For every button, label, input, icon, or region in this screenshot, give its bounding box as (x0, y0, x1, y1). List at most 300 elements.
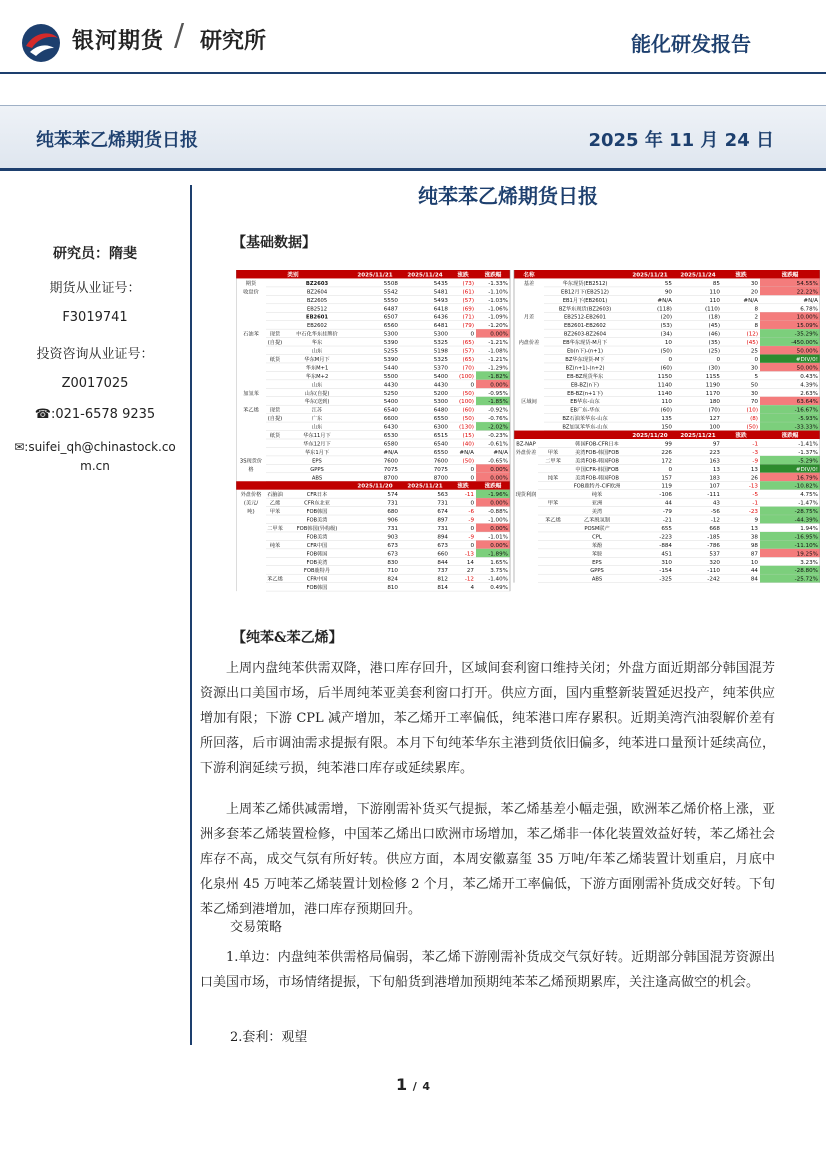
phone-contact: ☎:021-6578 9235 (34, 407, 156, 422)
table-value-curr: 180 (709, 399, 720, 406)
table-pct-change: -1.03% (488, 297, 508, 304)
table-value-prev: 6487 (383, 306, 398, 313)
table-header-label: 涨跌 (457, 483, 469, 490)
table-value-curr: (70) (708, 407, 720, 414)
table-value-curr: 6515 (433, 433, 448, 439)
basic-data-table (236, 270, 820, 608)
table-row-name: 华东12月下 (303, 441, 331, 448)
table-value-prev: 451 (661, 551, 672, 558)
table-row-name: BZ石油苯华东-山东 (562, 416, 608, 423)
table-row-name: EB华东现货-M月下 (562, 340, 608, 347)
table-pct-change: 10.00% (796, 314, 818, 321)
table-change: 0 (470, 466, 474, 473)
table-change: 0 (470, 542, 474, 549)
table-change: (45) (746, 340, 758, 347)
table-pct-change: 0.49% (490, 585, 508, 592)
table-change: -9 (752, 458, 758, 465)
table-row-name: EPS (312, 458, 322, 465)
paragraph-styrene: 上周苯乙烯供减需增，下游刚需补货买气提振，苯乙烯基差小幅走强，欧洲苯乙烯价格上涨，亚洲多套苯乙烯装置检修，中国苯乙烯出口欧洲市场增加，苯乙烯非一体化装置效益好转，苯乙烯社会库存不高，成交气氛有所好转。供应方面，本周安徽嘉玺 35 万吨/年苯乙烯装置计划重启，月底中化泉州 45 万吨苯乙烯装置计划检修 2 个月，苯乙烯开工率偏低，下游方面刚需补货成交好转。下旬苯乙烯到港增加，港口库存预期回升。 (200, 802, 775, 917)
table-pct-change: -0.92% (488, 407, 508, 414)
table-change: 20 (750, 289, 758, 296)
table-value-prev: (60) (660, 407, 672, 414)
table-pct-change: 4.75% (800, 492, 818, 499)
company-name: 银河期货 (72, 29, 165, 54)
table-change: (73) (462, 280, 474, 287)
table-group-label: 月差 (523, 314, 535, 321)
page-total: 4 (422, 1080, 430, 1093)
table-pct-change: 50.00% (796, 365, 818, 372)
advisory-label: 投资咨询从业证号： (36, 347, 154, 362)
table-row-name: 亚洲 (591, 500, 603, 507)
table-group-label: 区域间 (521, 399, 537, 406)
table-row-name: 美湾FOB-韩国FOB (575, 475, 619, 482)
table-row-name: BZ2605 (306, 297, 328, 304)
table-value-prev: (60) (660, 365, 672, 372)
table-pct-change: 54.55% (796, 280, 818, 287)
table-row-name: FOB美湾 (306, 559, 328, 566)
table-row-name: 纯苯 (591, 492, 603, 499)
table-value-curr: 5481 (433, 289, 448, 296)
table-value-curr: 5200 (433, 390, 448, 397)
table-value-curr: 731 (437, 500, 448, 507)
table-row-name: 广东 (311, 416, 323, 423)
table-value-prev: 5250 (383, 390, 398, 397)
table-value-prev: (53) (660, 323, 672, 330)
table-value-prev: 55 (664, 280, 672, 287)
table-value-prev: 4430 (383, 382, 398, 389)
table-value-prev: #N/A (657, 297, 672, 304)
table-change: -1 (752, 441, 758, 448)
table-pct-change: -1.40% (488, 576, 508, 583)
table-value-curr: (46) (708, 331, 720, 338)
table-pct-change: -0.61% (488, 441, 508, 448)
table-subgroup-label: (自提) (267, 340, 283, 347)
table-row-name: EB2512 (306, 306, 328, 313)
email-contact-cont: m.cn (80, 459, 110, 473)
table-row-name: BZ2603-BZ2604 (563, 331, 607, 338)
table-value-curr: 6481 (433, 323, 448, 330)
table-value-prev: 6540 (383, 407, 398, 414)
table-change: (15) (462, 433, 474, 439)
table-pct-change: -10.82% (794, 483, 818, 490)
table-value-prev: 5440 (383, 365, 398, 372)
table-value-curr: 320 (709, 559, 720, 566)
table-row-name: BZ华东现货(BZ2603) (558, 306, 612, 313)
table-value-prev: 830 (387, 559, 398, 566)
table-pct-change: 3.23% (800, 559, 818, 566)
table-change: (57) (462, 348, 474, 355)
table-row-name: 华东(送到) (304, 399, 330, 406)
table-header-label: 涨跌幅 (484, 272, 502, 279)
table-group-label: 基差 (523, 280, 535, 287)
table-header-label: 2025/11/20 (632, 433, 668, 439)
table-change: (40) (462, 441, 474, 448)
table-group-label: 吨) (247, 509, 255, 516)
page-separator: / (412, 1080, 417, 1093)
table-change: -9 (468, 517, 474, 524)
table-change: 2 (754, 314, 758, 321)
table-subgroup-label: 纸货 (269, 433, 281, 439)
table-group-label: 加氢苯 (243, 390, 259, 397)
table-pct-change: -1.96% (488, 492, 508, 499)
table-subgroup-label: 纯苯 (547, 475, 559, 482)
table-change: 30 (750, 280, 758, 287)
table-header-label: 2025/11/21 (407, 483, 443, 490)
strategy-single-side: 1.单边：内盘纯苯供需格局偏弱，苯乙烯下游刚需补货成交气氛好转。近期部分韩国混芳资源出口美国市场，市场情绪提振，下旬船货到港增加预期纯苯苯乙烯预期累库，关注逢高做空的机会。 (200, 950, 775, 990)
table-change: -23 (748, 509, 758, 516)
table-pct-change: -450.00% (791, 340, 818, 347)
table-pct-change: -1.10% (488, 289, 508, 296)
table-pct-change: #DIV/0! (795, 356, 818, 363)
table-row-name: BZ加氢苯华东-山东 (562, 424, 608, 431)
table-change: (50) (746, 424, 758, 431)
table-value-prev: 710 (387, 568, 398, 575)
table-value-curr: 6540 (433, 441, 448, 448)
table-pct-change: 0.00% (490, 382, 508, 389)
table-row-name: EPS (592, 559, 602, 566)
table-pct-change: -0.65% (488, 458, 508, 465)
table-row-name: 中国CFR-韩国FOB (575, 466, 619, 473)
table-value-curr: (35) (708, 340, 720, 347)
table-pct-change: -0.76% (488, 416, 508, 423)
table-value-curr: 163 (709, 458, 720, 465)
table-value-prev: 6530 (383, 433, 398, 439)
table-value-curr: 894 (437, 534, 448, 541)
table-header-label: 名称 (523, 272, 535, 279)
table-change: (65) (462, 340, 474, 347)
table-value-curr: 6550 (433, 449, 448, 456)
table-change: 0 (470, 525, 474, 532)
table-row-name: FOB韩国 (306, 509, 328, 516)
table-pct-change: #N/A (803, 297, 818, 304)
table-row-name: 中石化华东挂牌价 (296, 331, 338, 338)
table-value-prev: 731 (387, 500, 398, 507)
table-row-name: ABS (591, 576, 603, 583)
table-pct-change: 63.64% (796, 399, 818, 406)
table-value-curr: (45) (708, 323, 720, 330)
table-value-prev: 574 (387, 492, 398, 499)
table-change: (70) (462, 365, 474, 372)
table-value-curr: 110 (709, 289, 720, 296)
table-change: 98 (750, 542, 758, 549)
email-contact: ✉:suifei_qh@chinastock.co (14, 440, 176, 454)
table-row-name: 乙苯脱氢制 (584, 517, 610, 524)
table-value-curr: 8700 (433, 475, 448, 482)
table-value-curr: 660 (437, 551, 448, 558)
table-change: (130) (458, 424, 474, 431)
table-header-label: 涨跌 (735, 272, 747, 279)
table-value-prev: 680 (387, 509, 398, 516)
table-value-prev: 0 (668, 356, 672, 363)
table-pct-change: 0.00% (490, 331, 508, 338)
table-pct-change: -1.21% (488, 340, 508, 347)
table-value-curr: (110) (704, 306, 720, 313)
table-value-curr: 107 (709, 483, 720, 490)
table-value-curr: 812 (437, 576, 448, 583)
table-group-label: 收盘价 (243, 289, 259, 296)
table-change: 87 (750, 551, 758, 558)
table-value-prev: 5500 (383, 373, 398, 380)
table-subgroup-label: 苯乙烯 (267, 576, 283, 583)
table-change: (50) (462, 416, 474, 423)
table-group-label: 苯乙烯 (243, 407, 259, 414)
table-value-prev: -325 (659, 576, 672, 583)
table-value-curr: 673 (437, 542, 448, 549)
table-value-prev: 5390 (383, 340, 398, 347)
table-change: 0 (470, 331, 474, 338)
table-subgroup-label: 现货 (269, 331, 281, 338)
table-pct-change: 0.00% (490, 475, 508, 482)
table-change: (100) (458, 399, 474, 406)
table-header-label: 2025/11/24 (680, 272, 716, 279)
table-pct-change: -1.29% (488, 365, 508, 372)
strategy-heading: 交易策略 (230, 920, 283, 935)
table-row-name: EB2512-EB2601 (564, 314, 606, 321)
table-value-prev: 6430 (383, 424, 398, 431)
table-pct-change: -25.72% (794, 576, 818, 583)
table-change: 38 (750, 534, 758, 541)
table-value-prev: 906 (387, 517, 398, 524)
section-basic-data: 【基础数据】 (232, 235, 316, 251)
table-value-prev: 6560 (383, 323, 398, 330)
table-row-name: CPL (592, 534, 602, 541)
table-value-prev: 99 (664, 441, 672, 448)
table-value-curr: -56 (710, 509, 720, 516)
table-header-label: 2025/11/20 (357, 483, 393, 490)
table-row-name: FOB美湾 (306, 517, 328, 524)
table-value-curr: 731 (437, 525, 448, 532)
table-pct-change: -1.00% (488, 517, 508, 524)
table-row-name: CFR东北亚 (304, 500, 330, 507)
table-pct-change: -1.08% (488, 348, 508, 355)
table-value-prev: 5400 (383, 399, 398, 406)
table-value-curr: 5325 (433, 356, 448, 363)
galaxy-logo-icon (20, 22, 62, 64)
table-subgroup-label: 二甲苯 (545, 458, 561, 465)
table-row-name: 华东1月下 (304, 449, 330, 456)
table-pct-change: 50.00% (796, 348, 818, 355)
table-group-label: 现货利润 (515, 492, 537, 499)
table-value-prev: 7600 (383, 458, 398, 465)
table-row-name: 山东(自提) (304, 390, 330, 397)
table-value-curr: 13 (712, 466, 720, 473)
table-value-prev: 0 (668, 466, 672, 473)
table-group-label: 外盘价差 (515, 449, 537, 456)
table-change: (69) (462, 306, 474, 313)
table-change: -12 (464, 576, 474, 583)
table-value-curr: -110 (707, 568, 720, 575)
table-value-curr: 674 (437, 509, 448, 516)
table-pct-change: -1.21% (488, 356, 508, 363)
table-group-label: 内盘价差 (518, 340, 540, 347)
table-row-name: EB12月下(EB2512) (561, 289, 609, 296)
table-value-prev: 731 (387, 525, 398, 532)
table-pct-change: 1.94% (800, 525, 818, 532)
table-value-prev: -884 (659, 542, 672, 549)
table-value-prev: 673 (387, 542, 398, 549)
table-value-curr: 1170 (705, 390, 720, 397)
table-change: 30 (750, 390, 758, 397)
table-pct-change: -1.89% (488, 551, 508, 558)
table-pct-change: 0.00% (490, 525, 508, 532)
table-value-prev: -79 (662, 509, 672, 516)
table-value-prev: 810 (387, 585, 398, 592)
table-row-name: Eb(n下)-(n+1) (567, 348, 603, 355)
table-header-label: 2025/11/24 (407, 272, 443, 279)
table-change: (65) (462, 356, 474, 363)
table-row-name: CFR中国 (306, 542, 328, 549)
table-value-curr: 97 (712, 441, 720, 448)
table-pct-change: -1.37% (798, 449, 818, 456)
table-pct-change: -1.09% (488, 314, 508, 321)
table-row-name: 苯胺 (591, 551, 603, 558)
table-change: #N/A (743, 297, 758, 304)
table-value-curr: 110 (709, 297, 720, 304)
table-pct-change: -28.80% (794, 568, 818, 575)
table-row-name: FOB韩国 (306, 551, 328, 558)
table-row-name: 华东11月下 (303, 433, 331, 439)
header-divider (0, 72, 826, 74)
table-change: 9 (754, 517, 758, 524)
table-change: 25 (750, 348, 758, 355)
table-value-curr: 0 (716, 356, 720, 363)
table-change: 0 (470, 475, 474, 482)
table-value-prev: 1140 (657, 390, 672, 397)
table-subgroup-label: 石脑油 (267, 492, 283, 499)
table-change: (71) (462, 314, 474, 321)
table-change: -13 (748, 483, 758, 490)
table-value-prev: 5390 (383, 356, 398, 363)
table-value-curr: 897 (437, 517, 448, 524)
table-pct-change: -2.02% (488, 424, 508, 431)
table-change: 0 (754, 356, 758, 363)
table-header-label: 涨跌幅 (781, 433, 799, 439)
table-value-prev: 1140 (657, 382, 672, 389)
table-header-label: 2025/11/21 (357, 272, 393, 279)
table-row-name: FOB鹿特丹-CIF欧洲 (573, 483, 621, 490)
table-subgroup-label: 乙烯 (269, 500, 281, 507)
table-change: -13 (464, 551, 474, 558)
table-value-prev: 5550 (383, 297, 398, 304)
table-row-name: 山东 (311, 382, 323, 389)
page-current: 1 (396, 1075, 408, 1094)
table-pct-change: -44.39% (794, 517, 818, 524)
table-row-name: CFR日本 (306, 492, 328, 499)
table-value-curr: 5300 (433, 331, 448, 338)
table-change: 30 (750, 365, 758, 372)
table-change: 44 (750, 568, 758, 575)
table-pct-change: 6.78% (800, 306, 818, 313)
table-value-prev: (50) (660, 348, 672, 355)
table-row-name: 美湾FOB-韩国FOB (575, 449, 619, 456)
table-pct-change: -1.82% (488, 373, 508, 380)
table-pct-change: -33.33% (794, 424, 818, 431)
table-value-curr: (30) (708, 365, 720, 372)
table-subgroup-label: (自提) (267, 416, 283, 423)
table-pct-change: -0.88% (488, 509, 508, 516)
table-group-label: (美元/ (243, 500, 259, 507)
table-row-name: EB2601-EB2602 (564, 323, 606, 330)
table-row-name: BZ(n+1)-(n+2) (565, 365, 605, 372)
table-pct-change: -16.67% (794, 407, 818, 414)
table-value-prev: -21 (662, 517, 672, 524)
table-group-label: 石油苯 (243, 331, 259, 338)
table-value-prev: 5508 (383, 280, 398, 287)
table-value-curr: 737 (437, 568, 448, 575)
table-value-prev: 1150 (657, 373, 672, 380)
table-value-prev: -154 (659, 568, 672, 575)
table-value-prev: 150 (661, 424, 672, 431)
table-row-name: FOB鹿特丹 (303, 568, 331, 575)
table-row-name: GPPS (310, 466, 324, 473)
table-row-name: EB2602 (306, 323, 328, 330)
report-type: 能化研发报告 (631, 32, 751, 56)
table-pct-change: 0.43% (800, 373, 818, 380)
table-value-prev: 226 (661, 449, 672, 456)
table-change: #N/A (459, 449, 474, 456)
table-pct-change: 4.39% (800, 382, 818, 389)
table-value-prev: 135 (661, 416, 672, 423)
table-pct-change: 16.79% (796, 475, 818, 482)
table-subgroup-label: 甲苯 (547, 500, 559, 507)
table-value-curr: 1190 (705, 382, 720, 389)
table-value-curr: 563 (437, 492, 448, 499)
table-change: 8 (754, 306, 758, 313)
table-change: 70 (750, 399, 758, 406)
table-value-curr: (18) (708, 314, 720, 321)
table-group-label: 3S现货价 (239, 458, 263, 465)
table-row-name: EB华东-山东 (570, 399, 600, 406)
table-value-curr: 223 (709, 449, 720, 456)
table-pct-change: -5.29% (798, 458, 818, 465)
table-row-name: POSM联产 (584, 525, 610, 532)
table-row-name: EB广东-华东 (570, 407, 600, 414)
table-change: 13 (750, 525, 758, 532)
table-value-prev: 8700 (383, 475, 398, 482)
table-value-curr: 6480 (433, 407, 448, 414)
table-subgroup-label: 纸货 (269, 356, 281, 363)
table-pct-change: 2.63% (800, 390, 818, 397)
table-value-curr: 6550 (433, 416, 448, 423)
table-row-name: 山东 (311, 348, 323, 355)
table-row-name: EB2601 (306, 314, 328, 321)
table-value-prev: 172 (661, 458, 672, 465)
table-change: 5 (754, 373, 758, 380)
license-number: F3019741 (62, 310, 128, 325)
table-pct-change: -0.95% (488, 390, 508, 397)
table-value-prev: 655 (661, 525, 672, 532)
paragraph-benzene: 上周内盘纯苯供需双降，港口库存回升，区域间套利窗口维持关闭；外盘方面近期部分韩国混芳资源出口美国市场，后半周纯苯亚美套利窗口打开。供应方面，国内重整新装置延迟投产，纯苯供应增加有限；下游 CPL 减产增加，苯乙烯开工率偏低，纯苯港口库存累积。近期美湾汽油裂解价差有所回落，后市调油需求提振有限。本月下旬纯苯华东主港到货依旧偏多，纯苯进口量预计延续高位，下游利润延续亏损，纯苯港口库存或延续累库。 (200, 661, 775, 776)
logo-separator: / (174, 18, 185, 53)
table-value-curr: -242 (707, 576, 720, 583)
table-row-name: GPPS (590, 568, 604, 575)
page-number (0, 1075, 826, 1094)
table-change: (10) (746, 407, 758, 414)
table-value-prev: 5300 (383, 331, 398, 338)
table-value-prev: -223 (659, 534, 672, 541)
table-pct-change: -11.10% (794, 542, 818, 549)
table-header-label: 涨跌幅 (484, 483, 502, 490)
table-value-curr: 7075 (433, 466, 448, 473)
table-value-curr: 5325 (433, 340, 448, 347)
table-change: 13 (750, 466, 758, 473)
table-header-label: 涨跌幅 (781, 272, 799, 279)
table-value-prev: 44 (664, 500, 672, 507)
table-change: -3 (752, 449, 758, 456)
table-value-prev: (20) (660, 314, 672, 321)
table-pct-change: -1.01% (488, 534, 508, 541)
analyst-name: 研究员：隋斐 (53, 246, 137, 262)
